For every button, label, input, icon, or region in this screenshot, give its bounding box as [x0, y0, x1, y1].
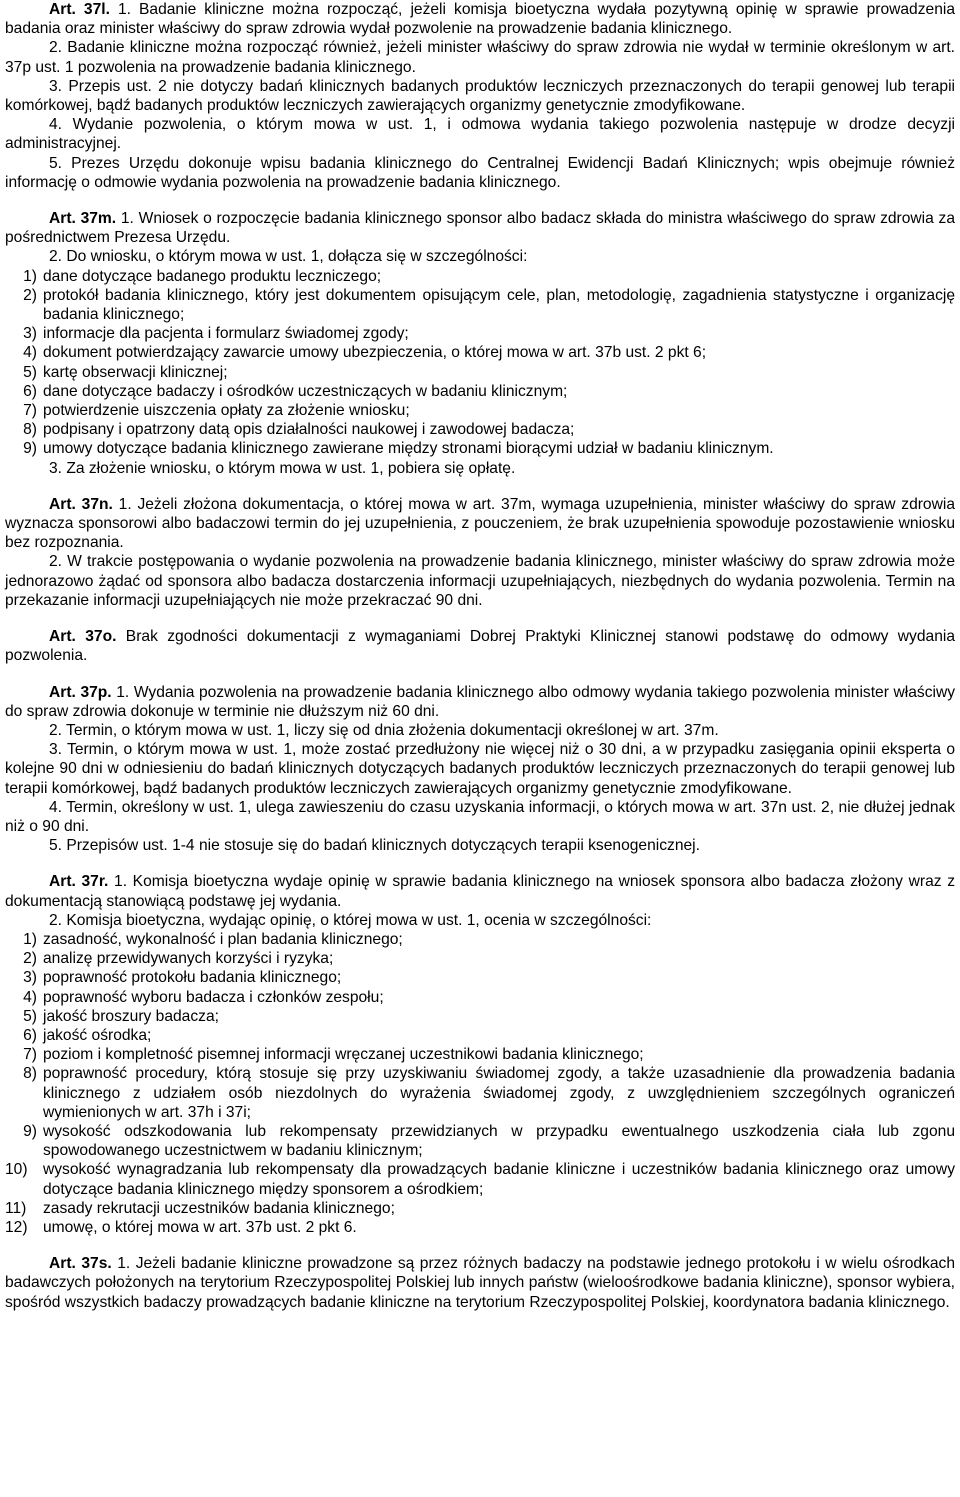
- list-item: 9) umowy dotyczące badania klinicznego zawierane między stronami biorącymi udział w badaniu klinicznym.: [23, 440, 774, 458]
- article-37m-par-3: 3. Za złożenie wniosku, o którym mowa w ust. 1, pobiera się opłatę.: [49, 459, 516, 477]
- list-item: 4) dokument potwierdzający zawarcie umowy ubezpieczenia, o której mowa w art. 37b ust. 2 pkt 6;: [23, 344, 707, 362]
- article-37p-par-3: 3. Termin, o którym mowa w ust. 1, może zostać przedłużony nie więcej niż o 30 dni, a w przypadku zasięgania opinii eksperta o kolejne 90 dni w odniesieniu do badań klinicznych dotyczących badanych produktów leczniczych przeznaczonych do terapii genowej lub terapii komórkowej, bądź badanych produktów leczniczych zawierających organizmy genetycznie zmodyfikowane.: [5, 741, 955, 797]
- list-item: 2) analizę przewidywanych korzyści i ryzyka;: [23, 950, 334, 968]
- article-37o-par-1: Art. 37o. Brak zgodności dokumentacji z wymaganiami Dobrej Praktyki Klinicznej stanowi podstawę do odmowy wydania pozwolenia.: [5, 628, 956, 665]
- article-heading: Art. 37r.: [49, 873, 109, 891]
- article-37p: [5, 683, 955, 856]
- article-37p-par-2: 2. Termin, o którym mowa w ust. 1, liczy się od dnia złożenia dokumentacji określonej w art. 37m.: [49, 721, 719, 739]
- article-heading: Art. 37p.: [49, 683, 112, 701]
- article-37l-par-4: 4. Wydanie pozwolenia, o którym mowa w ust. 1, i odmowa wydania takiego pozwolenia następuje w drodze decyzji administracyjnej.: [5, 116, 955, 153]
- article-37n-par-2: 2. W trakcie postępowania o wydanie pozwolenia na prowadzenie badania klinicznego, minister właściwy do spraw zdrowia może jednorazowo żądać od sponsora albo badacza dostarczenia informacji uzupełniających, niezbędnych do wydania pozwolenia. Termin na przekazanie informacji uzupełniających nie może przekraczać 90 dni.: [5, 553, 955, 609]
- list-item: 8) poprawność procedury, którą stosuje się przy uzyskiwaniu świadomej zgody, a także uzasadnienie dla prowadzenia badania klinicznego z udziałem osób niezdolnych do wyrażenia świadomej zgody, z uwzględnieniem szczególnych ograniczeń wymienionych w art. 37h i 37i;: [23, 1065, 955, 1121]
- article-37m-par-1: Art. 37m. 1. Wniosek o rozpoczęcie badania klinicznego sponsor albo badacz składa do ministra właściwego do spraw zdrowia za pośrednictwem Prezesa Urzędu.: [5, 210, 956, 247]
- list-item: 3) poprawność protokołu badania klinicznego;: [23, 969, 342, 987]
- list-item: 1) zasadność, wykonalność i plan badania klinicznego;: [23, 930, 403, 948]
- list-item: 7) potwierdzenie uiszczenia opłaty za złożenie wniosku;: [23, 402, 410, 420]
- article-37l-par-1: Art. 37l. 1. Badanie kliniczne można rozpocząć, jeżeli komisja bioetyczna wydała pozytywną opinię w sprawie prowadzenia badania oraz minister właściwy do spraw zdrowia wydał pozwolenie na prowadzenie badania klinicznego.: [5, 1, 955, 38]
- list-item: 7) poziom i kompletność pisemnej informacji wręczanej uczestnikowi badania klinicznego;: [23, 1046, 644, 1064]
- list-item: 6) jakość ośrodka;: [23, 1026, 152, 1044]
- list-item: 12) umowę, o której mowa w art. 37b ust. 2 pkt 6.: [5, 1218, 357, 1236]
- list-item: 5) jakość broszury badacza;: [23, 1007, 219, 1025]
- article-37n-par-1: Art. 37n. 1. Jeżeli złożona dokumentacja, o której mowa w art. 37m, wymaga uzupełnienia, minister właściwy do spraw zdrowia wyznacza sponsorowi albo badaczowi termin do jej uzupełnienia, z pouczeniem, że brak uzupełnienia spowoduje pozostawienie wniosku bez rozpoznania.: [5, 495, 956, 552]
- article-37l-par-2: 2. Badanie kliniczne można rozpocząć również, jeżeli minister właściwy do spraw zdrowia nie wydał w terminie określonym w art. 37p ust. 1 pozwolenia na prowadzenie badania klinicznego.: [5, 39, 955, 76]
- article-37r: [5, 872, 955, 1237]
- article-37o: [5, 627, 955, 665]
- list-item: 4) poprawność wyboru badacza i członków zespołu;: [23, 988, 384, 1006]
- list-item: 10) wysokość wynagradzania lub rekompensaty dla prowadzących badanie kliniczne i uczestników badania klinicznego oraz umowy dotyczące badania klinicznego między sponsorem a ośrodkiem;: [5, 1161, 955, 1198]
- article-heading: Art. 37n.: [49, 495, 113, 513]
- article-37p-par-1: Art. 37p. 1. Wydania pozwolenia na prowadzenie badania klinicznego albo odmowy wydania takiego pozwolenia minister właściwy do spraw zdrowia dokonuje w terminie nie dłuższym niż 60 dni.: [5, 683, 956, 720]
- article-37r-par-2: 2. Komisja bioetyczna, wydając opinię, o której mowa w ust. 1, ocenia w szczególności:: [49, 911, 652, 929]
- article-37m: [5, 209, 955, 478]
- list-item: 3) informacje dla pacjenta i formularz świadomej zgody;: [23, 325, 409, 343]
- list-item: 11) zasady rekrutacji uczestników badania klinicznego;: [5, 1199, 395, 1217]
- article-37p-par-5: 5. Przepisów ust. 1-4 nie stosuje się do badań klinicznych dotyczących terapii ksenogenicznej.: [49, 837, 700, 855]
- list-item: 8) podpisany i opatrzony datą opis działalności naukowej i zawodowej badacza;: [23, 421, 575, 439]
- list-item: 5) kartę obserwacji klinicznej;: [23, 363, 228, 381]
- article-37l: [5, 0, 955, 192]
- article-37s-par-1: Art. 37s. 1. Jeżeli badanie kliniczne prowadzone są przez różnych badaczy na podstawie jednego protokołu i w wielu ośrodkach badawczych położonych na terytorium Rzeczypospolitej Polskiej lub innych państw (wieloośrodkowe badania kliniczne), sponsor wybiera, spośród wszystkich badaczy prowadzących badanie kliniczne na terytorium Rzeczypospolitej Polskiej, koordynatora badania klinicznego.: [5, 1255, 955, 1311]
- article-heading: Art. 37l.: [49, 1, 110, 18]
- article-37r-par-1: Art. 37r. 1. Komisja bioetyczna wydaje opinię w sprawie badania klinicznego na wniosek sponsora albo badacza złożony wraz z dokumentacją stanowiącą podstawę jej wydania.: [5, 873, 955, 910]
- article-37l-par-5: 5. Prezes Urzędu dokonuje wpisu badania klinicznego do Centralnej Ewidencji Badań Klinicznych; wpis obejmuje również informację o odmowie wydania pozwolenia na prowadzenie badania klinicznego.: [5, 154, 955, 191]
- list-item: 6) dane dotyczące badaczy i ośrodków uczestniczących w badaniu klinicznym;: [23, 382, 568, 400]
- article-37m-par-2: 2. Do wniosku, o którym mowa w ust. 1, dołącza się w szczególności:: [49, 248, 528, 266]
- article-heading: Art. 37s.: [49, 1255, 112, 1273]
- article-37n: [5, 495, 955, 610]
- list-item: 9) wysokość odszkodowania lub rekompensaty przewidzianych w przypadku ewentualnego uszkodzenia ciała lub zgonu spowodowanego uczestnictwem w badaniu klinicznym;: [23, 1122, 955, 1160]
- list-item: 1) dane dotyczące badanego produktu leczniczego;: [23, 267, 382, 285]
- article-37l-par-3: 3. Przepis ust. 2 nie dotyczy badań klinicznych badanych produktów leczniczych przeznaczonych do terapii genowej lub terapii komórkowej, bądź badanych produktów leczniczych zawierających organizmy genetycznie zmodyfikowane.: [5, 77, 955, 115]
- article-37s: [5, 1254, 955, 1312]
- article-heading: Art. 37m.: [49, 210, 117, 228]
- list-item: 2) protokół badania klinicznego, który jest dokumentem opisującym cele, plan, metodologię, zagadnienia statystyczne i organizację badania klinicznego;: [23, 286, 955, 324]
- article-37p-par-4: 4. Termin, określony w ust. 1, ulega zawieszeniu do czasu uzyskania informacji, o których mowa w art. 37n ust. 2, nie dłużej jednak niż o 90 dni.: [5, 798, 955, 835]
- article-heading: Art. 37o.: [49, 628, 117, 646]
